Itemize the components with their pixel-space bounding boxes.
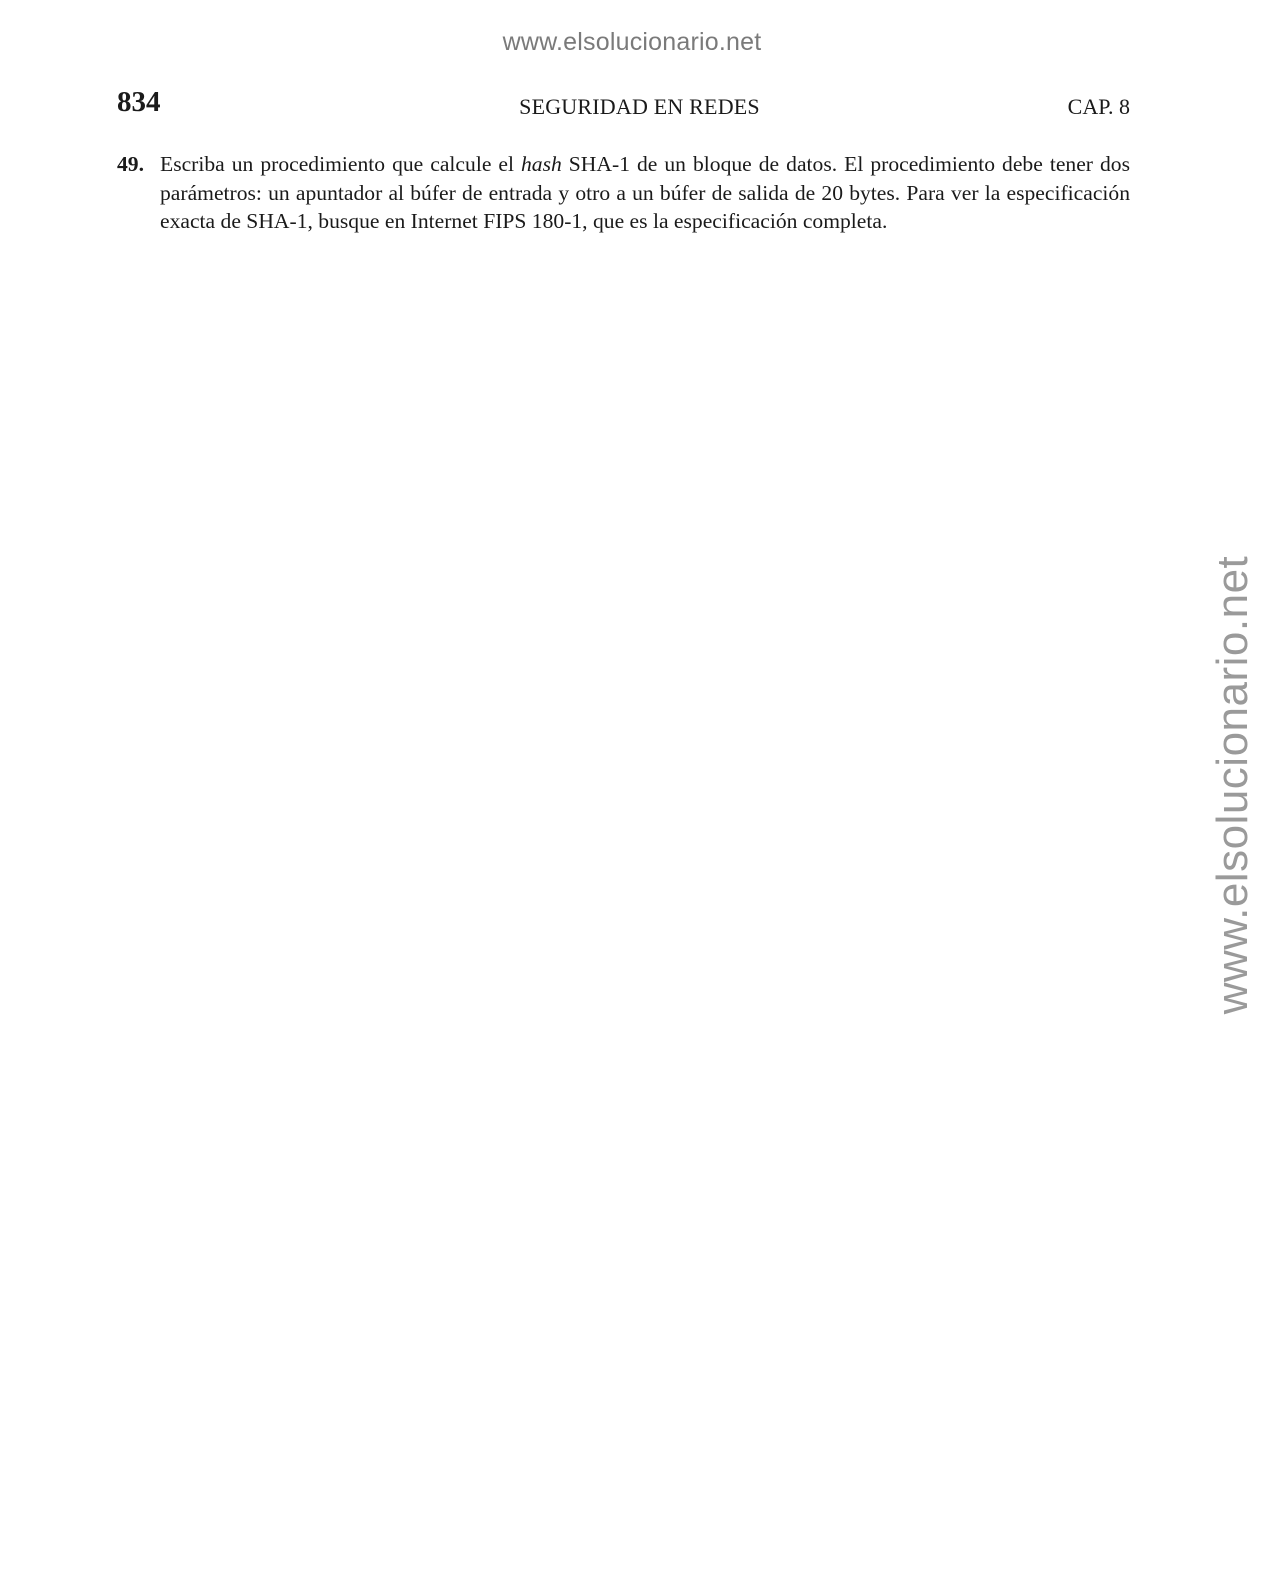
chapter-label: CAP. 8 xyxy=(1067,94,1130,119)
exercise-text-emphasis: hash xyxy=(521,152,562,176)
exercise-item xyxy=(117,150,1130,236)
watermark-side: www.elsolucionario.net xyxy=(1208,555,1257,1015)
watermark-top: www.elsolucionario.net xyxy=(502,28,762,56)
page-number: 834 xyxy=(117,86,161,118)
exercise-number: 49. xyxy=(117,152,144,176)
exercise-text xyxy=(160,150,1130,236)
chapter-title: SEGURIDAD EN REDES xyxy=(519,94,760,119)
exercise-text-after: SHA-1 de un bloque de datos. El procedimiento debe tener dos parámetros: un apuntador al búfer de entrada y otro a un búfer de salida de 20 bytes. Para ver la especificación exacta de SHA-1, busque en Internet FIPS 180-1, que es la especificación completa. xyxy=(160,152,1130,233)
running-head xyxy=(117,86,1130,126)
exercise-text-before: Escriba un procedimiento que calcule el xyxy=(160,152,521,176)
